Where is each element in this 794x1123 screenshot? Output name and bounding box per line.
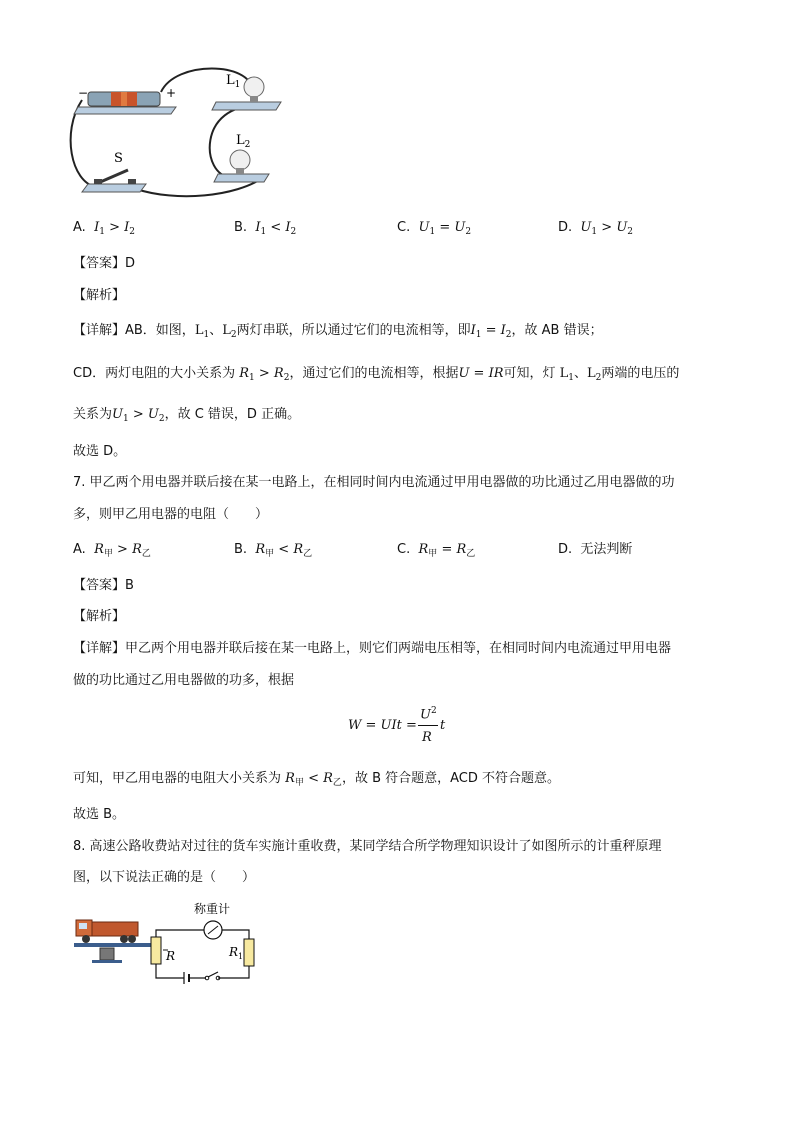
q7-detail-line-2: 做的功比通过乙用电器做的功多，根据 [73, 673, 295, 688]
q6-answer: 【答案】D [73, 256, 136, 271]
q6-analysis-heading: 【解析】 [73, 288, 126, 303]
q6-option-a: A. $I_1 > I_2$ [73, 220, 135, 237]
q7-option-c: C. $R_甲 = R_乙$ [397, 542, 476, 559]
q7-detail-line-1: 【详解】甲乙两个用电器并联后接在某一电路上，则它们两端电压相等，在相同时间内电流通过甲用电器 [73, 641, 672, 656]
q7-detail-line-3: 可知，甲乙用电器的电阻大小关系为 $R_甲 < R_乙$，故 B 符合题意，ACD 不符合题意。 [73, 771, 561, 788]
q6-option-b: B. $I_1 < I_2$ [234, 220, 297, 237]
q7-choice: 故选 B。 [73, 807, 126, 822]
q6-detail-line-3: 关系为$U_1 > U_2$，故 C 错误，D 正确。 [73, 407, 301, 424]
circuit-figure-q6 [66, 62, 296, 207]
switch-label: S [114, 151, 123, 166]
svg-text:L2 [236, 133, 250, 150]
lamp1-sub: 1 [234, 80, 241, 90]
q6-detail-line-1: 【详解】AB．如图，$L_1$、$L_2$两灯串联，所以通过它们的电流相等，即$I_1 = I_2$，故 AB 错误； [73, 323, 603, 340]
lamp2-sub: 2 [244, 140, 251, 150]
q8-stem-line-2: 图，以下说法正确的是（ ） [73, 870, 256, 885]
svg-text:R1 [228, 945, 243, 961]
lamp2-label: L [236, 133, 245, 148]
meter-label: 称重计 [194, 902, 231, 916]
q6-option-d: D. $U_1 > U_2$ [558, 220, 634, 237]
q7-stem-line-2: 多，则甲乙用电器的电阻（ ） [73, 507, 269, 522]
resistor-r-label: R [166, 949, 176, 963]
q7-analysis-heading: 【解析】 [73, 609, 126, 624]
q8-stem-line-1: 8. 高速公路收费站对过往的货车实施计重收费，某同学结合所学物理知识设计了如图所示的计重秤原理 [73, 839, 662, 854]
q7-option-b: B. $R_甲 < R_乙$ [234, 542, 313, 559]
scale-circuit-figure-q8 [72, 898, 262, 990]
q6-detail-line-2: CD．两灯电阻的大小关系为 $R_1 > R_2$，通过它们的电流相等，根据U = IR可知，灯 $L_1$、$L_2$两端的电压的 [73, 366, 680, 383]
formula-numerator: $U^2$ [420, 706, 437, 723]
q7-option-d: D. 无法判断 [558, 542, 633, 557]
fraction-bar [418, 725, 438, 726]
q7-stem-line-1: 7. 甲乙两个用电器并联后接在某一电路上，在相同时间内电流通过甲用电器做的功比通过乙用电器做的功 [73, 475, 675, 490]
battery-plus-label: + [166, 86, 177, 100]
q6-choice: 故选 D。 [73, 444, 127, 459]
battery-minus-label: − [78, 86, 89, 100]
resistor-r1-label: R [229, 945, 239, 959]
q6-option-c: C. $U_1 = U_2$ [397, 220, 472, 237]
svg-text:L1 [226, 73, 240, 90]
lamp1-label: L [226, 73, 235, 88]
q7-option-a: A. $R_甲 > R_乙$ [73, 542, 151, 559]
q7-answer: 【答案】B [73, 578, 134, 593]
resistor-r1-sub: 1 [238, 952, 244, 961]
